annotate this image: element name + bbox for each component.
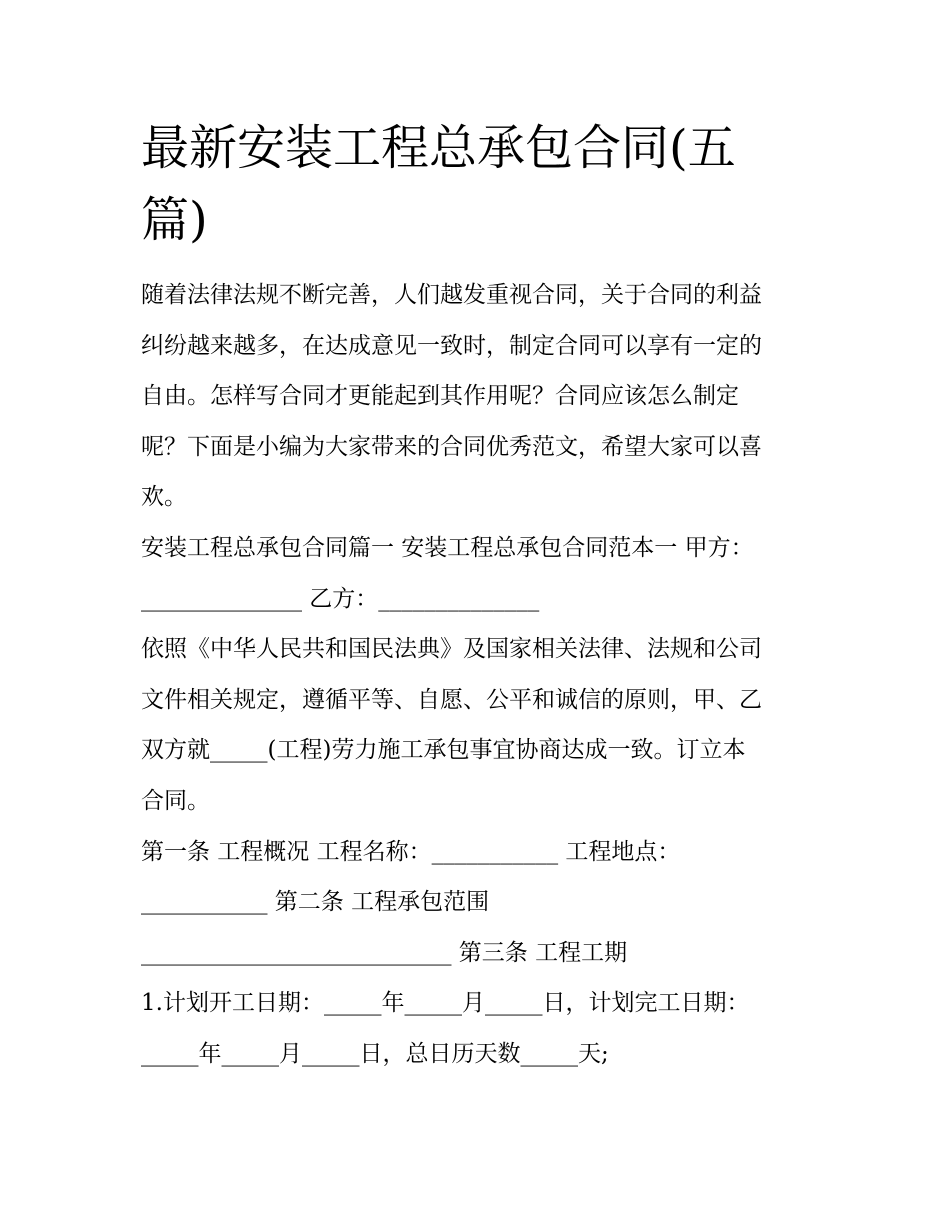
parties-paragraph (141, 523, 821, 624)
text-line: 随着法律法规不断完善，人们越发重视合同，关于合同的利益 (141, 282, 762, 308)
document-title (141, 112, 821, 256)
text-line: 安装工程总承包合同篇一 安装工程总承包合同范本一 甲方： (141, 534, 754, 561)
intro-paragraph (141, 270, 821, 523)
text-line: 自由。怎样写合同才更能起到其作用呢？合同应该怎么制定 (141, 383, 739, 410)
articles-paragraph (141, 827, 821, 1080)
document-body (141, 112, 821, 1080)
text-line: ___________________________ 第三条 工程工期 (141, 939, 628, 966)
text-line: 欢。 (141, 484, 187, 511)
text-line: 第一条 工程概况 工程名称：___________ 工程地点： (141, 838, 681, 865)
title-line: 最新安装工程总承包合同(五 (141, 120, 736, 176)
text-line: 纠纷越来越多，在达成意见一致时，制定合同可以享有一定的 (141, 332, 762, 359)
text-line: 双方就_____(工程)劳力施工承包事宜协商达成一致。订立本 (141, 737, 746, 764)
text-line: 文件相关规定，遵循平等、自愿、公平和诚信的原则，甲、乙 (141, 686, 762, 713)
text-line: ______________ 乙方：______________ (141, 585, 540, 612)
text-line: _____年_____月_____日，总日历天数_____天; (141, 1040, 609, 1067)
text-line: 1.计划开工日期：_____年_____月_____日，计划完工日期： (141, 990, 750, 1017)
text-line: 合同。 (141, 787, 210, 814)
text-line: ___________ 第二条 工程承包范围 (141, 889, 490, 916)
text-line: 依照《中华人民共和国民法典》及国家相关法律、法规和公司 (141, 636, 762, 663)
basis-paragraph (141, 624, 821, 826)
title-line: 篇) (141, 192, 208, 248)
text-line: 呢？下面是小编为大家带来的合同优秀范文，希望大家可以喜 (141, 433, 762, 460)
